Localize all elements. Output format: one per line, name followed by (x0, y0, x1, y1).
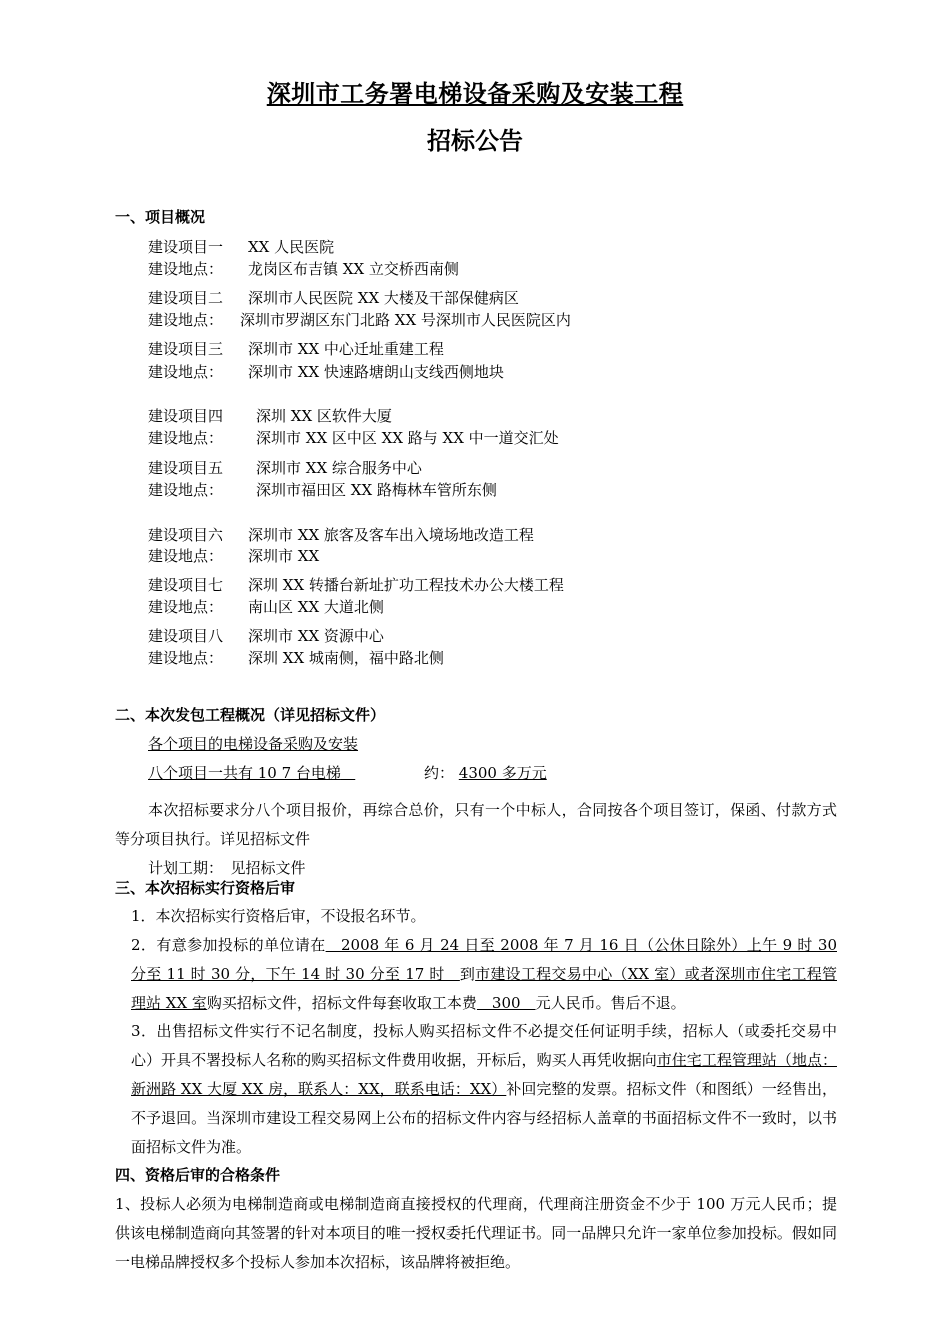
section3-item-1: 1．本次招标实行资格后审，不设报名环节。 (131, 907, 426, 925)
location-label: 建设地点： (148, 311, 224, 329)
project-name: 深圳市人民医院 XX 大楼及干部保健病区 (248, 289, 519, 307)
invoice-location: 市住宅工程管理站（地点：新洲路 XX 大厦 XX 房，联系人：XX，联系电话：XX） (131, 1051, 837, 1098)
section-heading-2: 二、本次发包工程概况（详见招标文件） (115, 706, 386, 724)
location-label: 建设地点： (148, 547, 224, 565)
section3-item-3: 3．出售招标文件实行不记名制度，投标人购买招标文件不必提交任何证明手续，招标人（或委托交易中心）开具不署投标人名称的购买招标文件费用收据，开标后，购买人再凭收据向市住宅工程管理站（地点：新洲路 XX 大厦 XX 房，联系人：XX，联系电话：XX）补回完整的发票。招标文件（和图纸）一经售出，不予退回。当深圳市建设工程交易网上公布的招标文件内容与经招标人盖章的书面招标文件不一致时，以书面招标文件为准。 (131, 1022, 837, 1156)
project-name: 深圳市 XX 综合服务中心 (256, 459, 422, 477)
project-location: 深圳市福田区 XX 路梅林车管所东侧 (256, 481, 497, 499)
sale-location: 市建设工程交易中心（XX 室）或者深圳市住宅工程管理站 XX 室 (131, 965, 837, 1012)
project-location: 龙岗区布吉镇 XX 立交桥西南侧 (248, 260, 459, 278)
project-name: 深圳 XX 区软件大厦 (256, 407, 392, 425)
bid-requirement-paragraph: 本次招标要求分八个项目报价，再综合总价，只有一个中标人，合同按各个项目签订，保函、付款方式等分项目执行。详见招标文件 (115, 801, 837, 848)
project-label: 建设项目六 (148, 526, 224, 544)
project-location: 深圳 XX 城南侧，福中路北侧 (248, 649, 444, 667)
project-location: 深圳市罗湖区东门北路 XX 号深圳市人民医院区内 (240, 311, 571, 329)
location-label: 建设地点： (148, 363, 224, 381)
scope-line: 各个项目的电梯设备采购及安装 (148, 735, 359, 753)
amount-value: 4300 多万元 (458, 764, 547, 782)
location-label: 建设地点： (148, 649, 224, 667)
amount-label: 约： (424, 764, 455, 782)
project-name: 深圳 XX 转播台新址扩功工程技术办公大楼工程 (248, 576, 564, 594)
project-name: 深圳市 XX 资源中心 (248, 627, 384, 645)
amount-line (424, 762, 547, 783)
document-fee: 300 (476, 994, 536, 1012)
project-location: 深圳市 XX 快速路塘朗山支线西侧地块 (248, 363, 504, 381)
elevator-count: 八个项目一共有 10 7 台电梯 (148, 764, 341, 782)
elevator-count-line (148, 762, 355, 783)
location-label: 建设地点： (148, 260, 224, 278)
section4-item-1: 1、投标人必须为电梯制造商或电梯制造商直接授权的代理商，代理商注册资金不少于 100 万元人民币；提供该电梯制造商向其签署的针对本项目的唯一授权委托代理证书。同一品牌只允许一家单位参加投标。假如同一电梯品牌授权多个投标人参加本次招标，该品牌将被拒绝。 (115, 1195, 837, 1271)
project-label: 建设项目五 (148, 459, 224, 477)
project-location: 深圳市 XX 区中区 XX 路与 XX 中一道交汇处 (256, 429, 559, 447)
sale-period: 2008 年 6 月 24 日至 2008 年 7 月 16 日（公休日除外）上午 9 时 30 分至 11 时 30 分，下午 14 时 30 分至 17 时 (131, 936, 837, 983)
project-location: 南山区 XX 大道北侧 (248, 598, 384, 616)
project-label: 建设项目八 (148, 627, 224, 645)
project-label: 建设项目三 (148, 340, 224, 358)
section-heading-1: 一、项目概况 (115, 208, 206, 226)
document-title: 深圳市工务署电梯设备采购及安装工程 (266, 79, 684, 108)
section-heading-3: 三、本次招标实行资格后审 (115, 879, 296, 897)
project-label: 建设项目四 (148, 407, 224, 425)
location-label: 建设地点： (148, 481, 224, 499)
location-label: 建设地点： (148, 598, 224, 616)
construction-period: 计划工期： 见招标文件 (148, 859, 306, 877)
project-label: 建设项目二 (148, 289, 224, 307)
location-label: 建设地点： (148, 429, 224, 447)
project-label: 建设项目七 (148, 576, 224, 594)
section-heading-4: 四、资格后审的合格条件 (115, 1166, 281, 1184)
project-name: XX 人民医院 (248, 238, 335, 256)
project-name: 深圳市 XX 旅客及客车出入境场地改造工程 (248, 526, 534, 544)
project-location: 深圳市 XX (248, 547, 320, 565)
project-label: 建设项目一 (148, 238, 224, 256)
section3-item-2: 2．有意参加投标的单位请在 2008 年 6 月 24 日至 2008 年 7 月 16 日（公休日除外）上午 9 时 30 分至 11 时 30 分，下午 14 时 30 分至 17 时 到市建设工程交易中心（XX 室）或者深圳市住宅工程管理站 XX 室购买招标文件，招标文件每套收取工本费 300 元人民币。售后不退。 (131, 936, 837, 1012)
project-name: 深圳市 XX 中心迁址重建工程 (248, 340, 444, 358)
document-subtitle: 招标公告 (427, 126, 523, 155)
